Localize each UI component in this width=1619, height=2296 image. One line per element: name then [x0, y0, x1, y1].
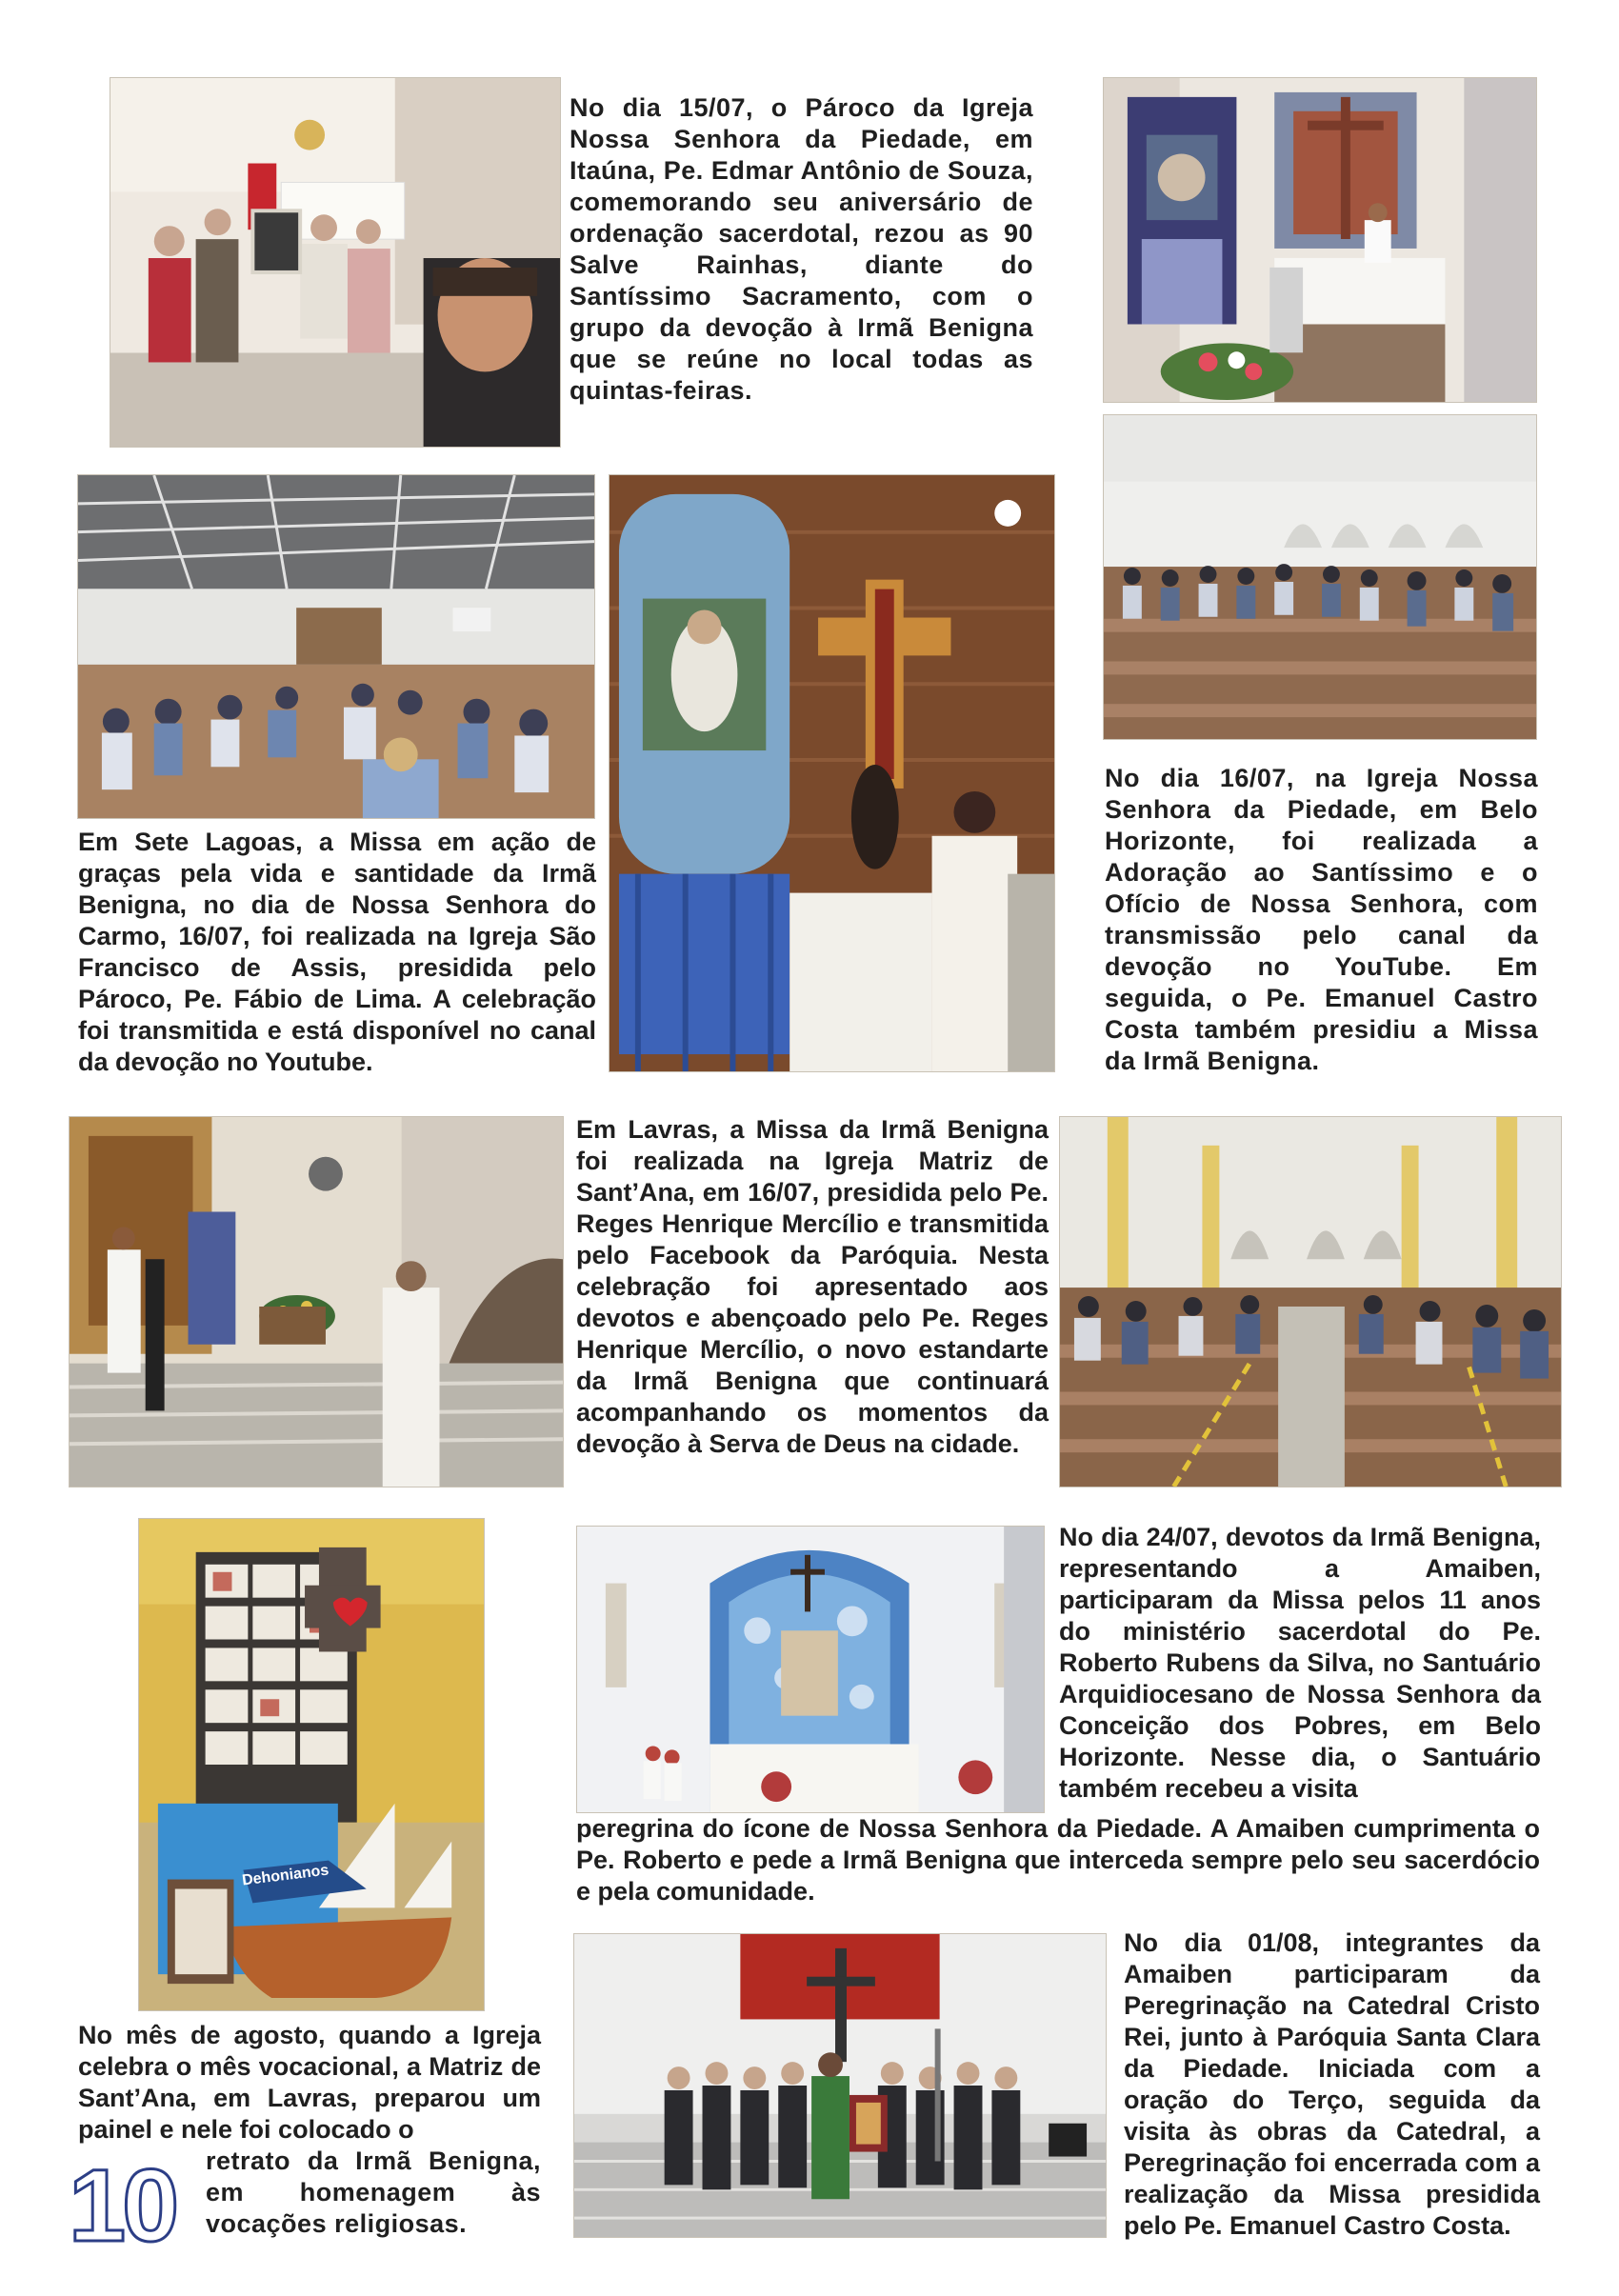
photo-bh-congregation	[1103, 414, 1537, 740]
photo-itauna-group-selfie	[110, 77, 561, 448]
photo-santuario-altar	[576, 1526, 1045, 1813]
article-conceicao-bottom: peregrina do ícone de Nossa Senhora da Piedade. A Amaiben cumprimenta o Pe. Roberto e pede a Irmã Benigna que interceda sempre pelo seu sacerdócio e pela comunidade.	[576, 1814, 1540, 1906]
photo-sete-lagoas-banner-priest	[609, 474, 1055, 1072]
article-agosto-bottom: retrato da Irmã Benigna, em homenagem às vocações religiosas.	[206, 2146, 541, 2238]
article-bh-piedade: No dia 16/07, na Igreja Nossa Senhora da Piedade, em Belo Horizonte, foi realizada a Adoração ao Santíssimo e o Ofício de Nossa Senhora, com transmissão pelo canal da devoção no YouTube. Em seguida, o Pe. Emanuel Castro Costa também presidiu a Missa da Irmã Benigna.	[1105, 764, 1538, 1075]
boat-banner-label: Dehonianos	[241, 1862, 330, 1889]
photo-catedral-group	[573, 1933, 1107, 2238]
article-conceicao-top: No dia 24/07, devotos da Irmã Benigna, representando a Amaiben, participaram da Missa pelos 11 anos do ministério sacerdotal do Pe. Roberto Rubens da Silva, no Santuário Arquidiocesano de Nossa Senhora da Conceição dos Pobres, em Belo Horizonte. Nesse dia, o Santuário também recebeu a visita	[1059, 1523, 1541, 1803]
photo-lavras-altar	[69, 1116, 564, 1487]
photo-vocational-panel	[138, 1518, 485, 2011]
article-itauna: No dia 15/07, o Pároco da Igreja Nossa Senhora da Piedade, em Itaúna, Pe. Edmar Antônio de Souza, comemorando seu aniversário de ordenação sacerdotal, rezou as 90 Salve Rainhas, diante do Santíssimo Sacramento, com o grupo da devoção à Irmã Benigna que se reúne no local todas as quintas-feiras.	[570, 93, 1033, 405]
page-number: 10	[69, 2147, 176, 2263]
article-agosto-top: No mês de agosto, quando a Igreja celebra o mês vocacional, a Matriz de Sant’Ana, em Lavras, preparou um painel e nele foi colocado o	[78, 2021, 541, 2144]
article-sete-lagoas: Em Sete Lagoas, a Missa em ação de graças pela vida e santidade da Irmã Benigna, no dia de Nossa Senhora do Carmo, 16/07, foi realizada na Igreja São Francisco de Assis, presidida pelo Pároco, Pe. Fábio de Lima. A celebração foi transmitida e está disponível no canal da devoção no Youtube.	[78, 828, 596, 1076]
photo-sete-lagoas-interior	[77, 474, 595, 819]
photo-lavras-congregation	[1059, 1116, 1562, 1487]
photo-bh-altar-banner	[1103, 77, 1537, 403]
article-catedral: No dia 01/08, integrantes da Amaiben participaram da Peregrinação na Catedral Cristo Rei, junto à Paróquia Santa Clara da Piedade. Iniciada com a oração do Terço, seguida da visita às obras da Catedral, a Peregrinação foi encerrada com a realização da Missa presidida pelo Pe. Emanuel Castro Costa.	[1124, 1928, 1540, 2240]
article-lavras: Em Lavras, a Missa da Irmã Benigna foi realizada na Igreja Matriz de Sant’Ana, em 16/07, presidida pelo Pe. Reges Henrique Mercílio e transmitida pelo Facebook da Paróquia. Nesta celebração foi apresentado aos devotos e abençoado pelo Pe. Reges Henrique Mercílio, o novo estandarte da Irmã Benigna que continuará acompanhando os momentos da devoção à Serva de Deus na cidade.	[576, 1115, 1049, 1458]
